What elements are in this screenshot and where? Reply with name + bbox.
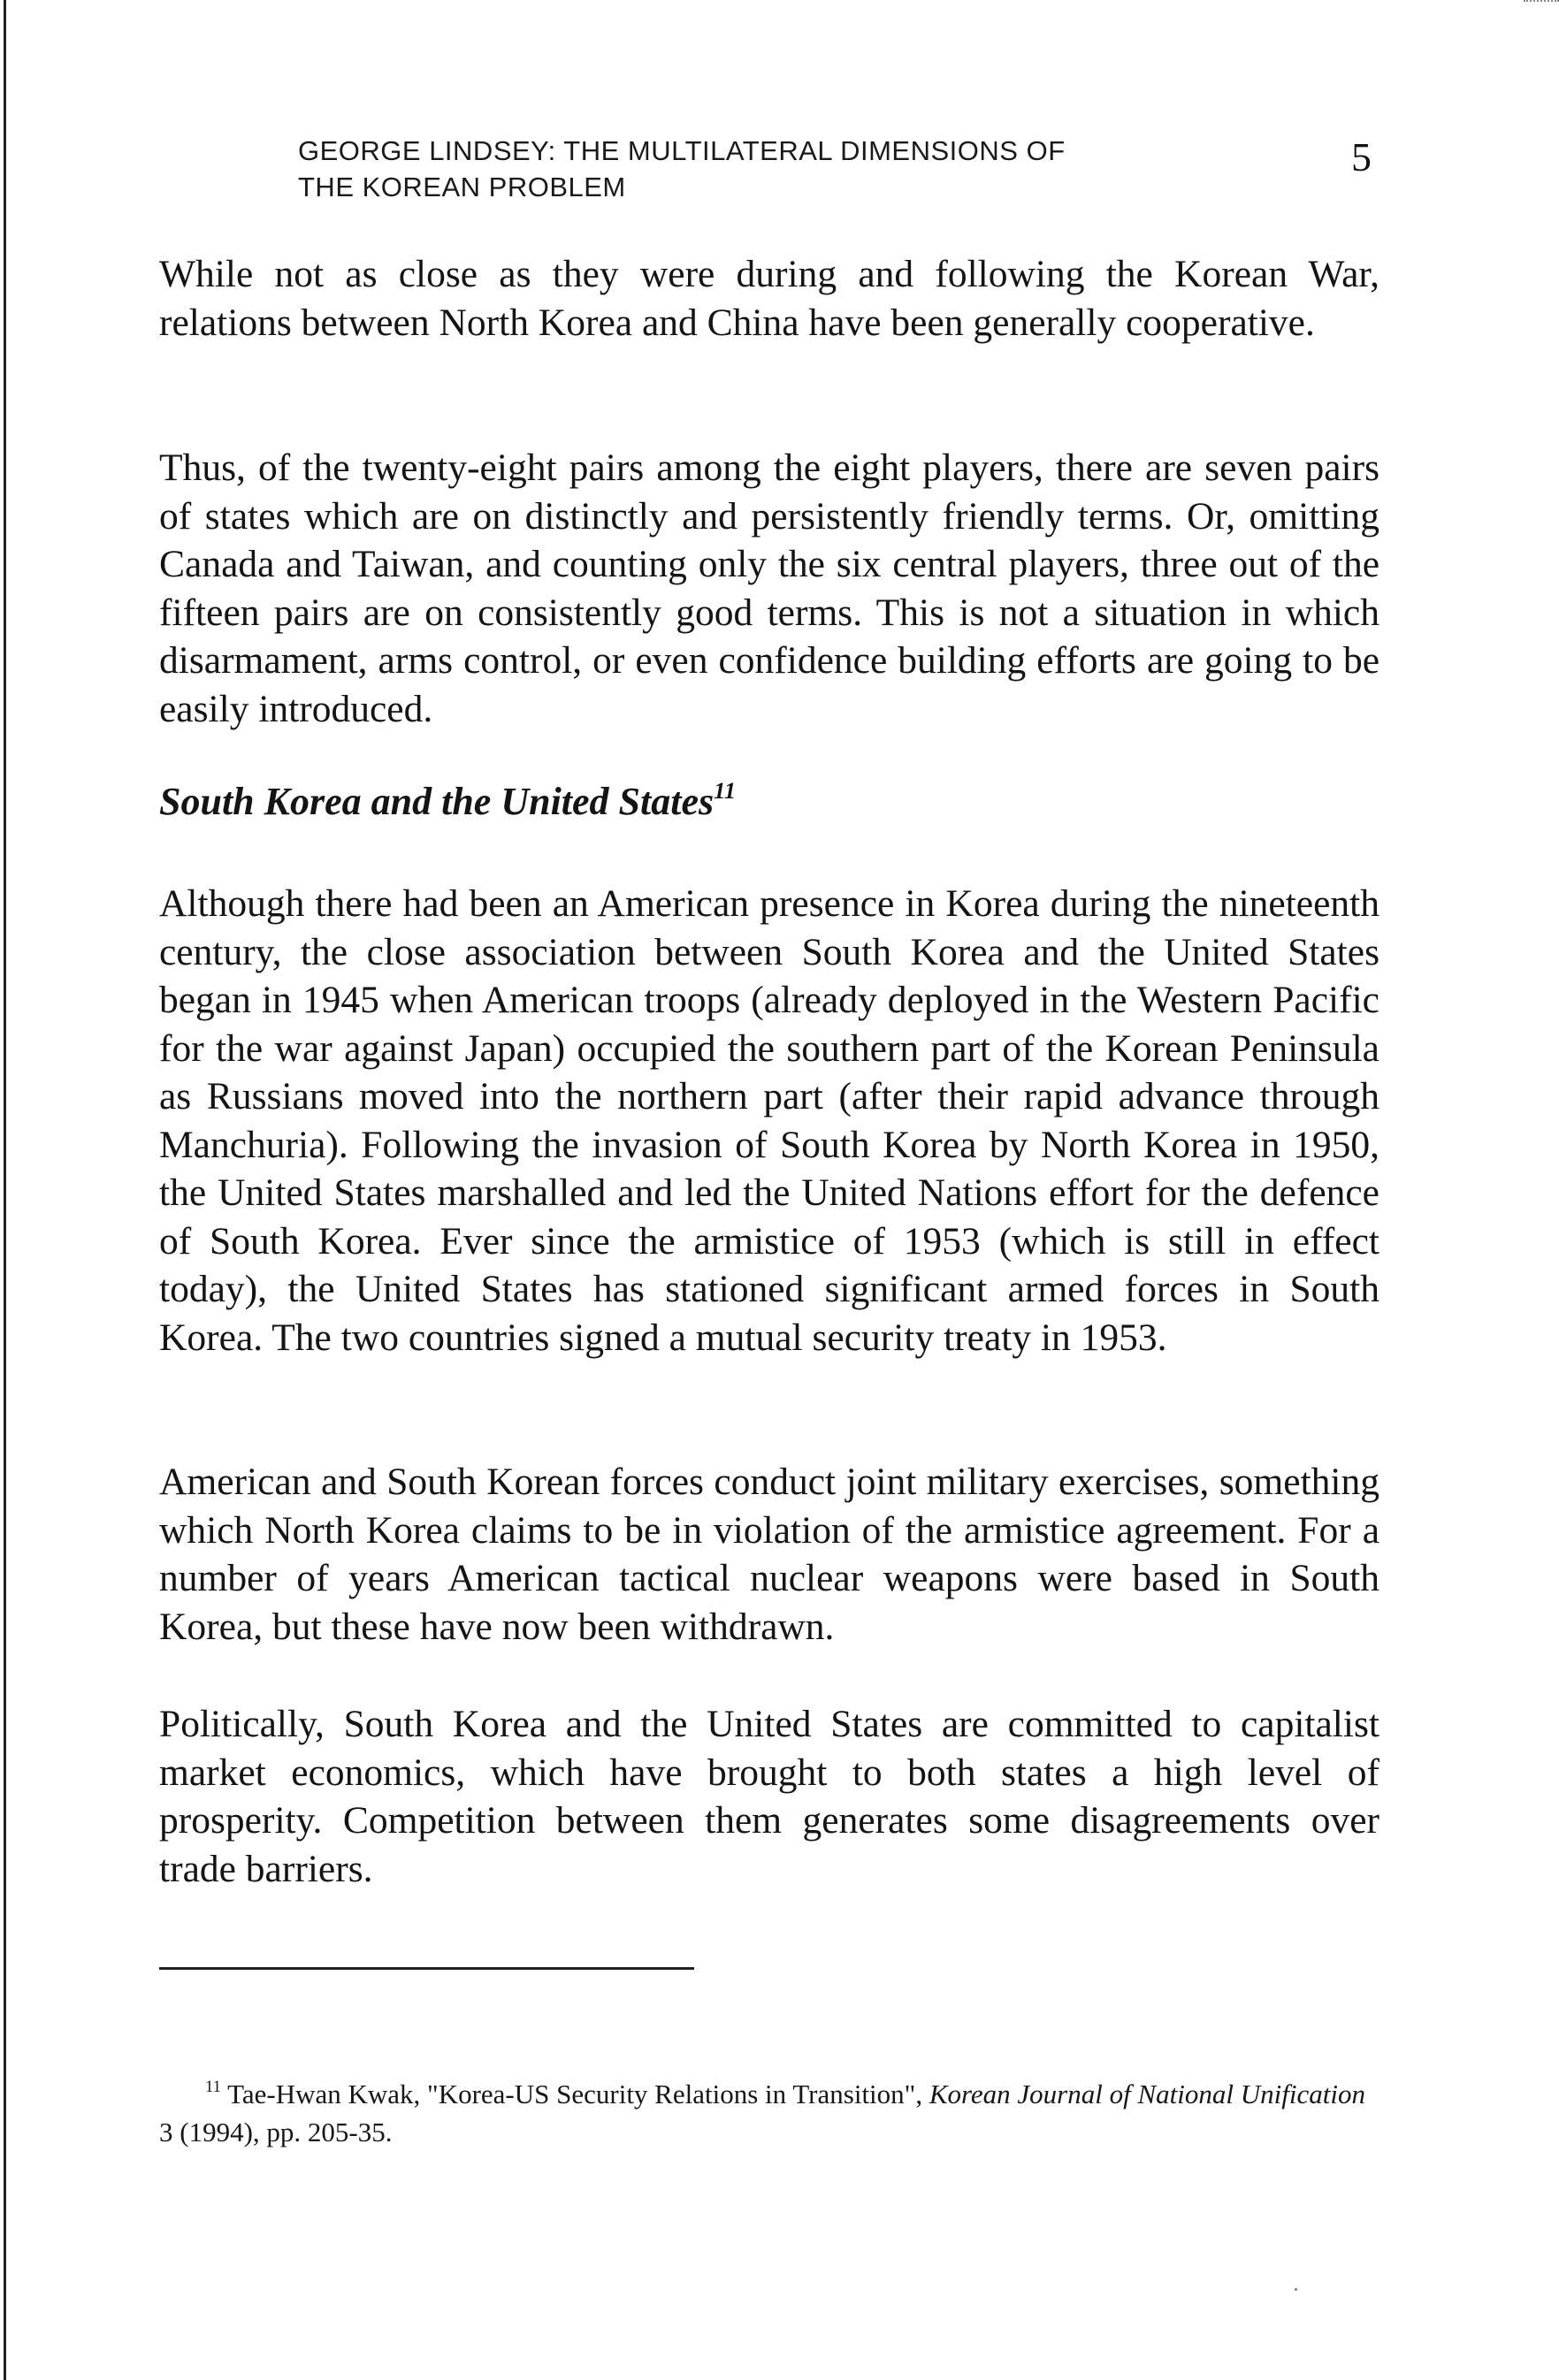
footnote-reference-11[interactable]: 11: [714, 776, 737, 804]
section-heading-text: South Korea and the United States: [159, 780, 715, 823]
paragraph-friendly-pairs: Thus, of the twenty-eight pairs among the eight players, there are seven pairs of states which are on distinctly and persistently friendly terms. Or, omitting Canada and Taiwan, and counting only the six central players, three out of the fifteen pairs are on consistently good terms. This is not a situation in which disarmament, arms control, or even confidence building efforts are going to be easily introduced.: [159, 446, 1379, 730]
scan-speck: [1295, 2288, 1297, 2291]
running-header-line-1: GEORGE LINDSEY: THE MULTILATERAL DIMENSIONS OF: [298, 135, 1066, 166]
page-edge-rule: [4, 0, 6, 2380]
page-number: 5: [1351, 134, 1372, 179]
running-header-title: [298, 133, 1182, 205]
footnote-marker: 11: [205, 2077, 221, 2096]
paragraph-joint-exercises: American and South Korean forces conduct joint military exercises, something which North Korea claims to be in violation of the armistice agreement. For a number of years American tactical nuclear weapons were based in South Korea, but these have now been withdrawn.: [159, 1461, 1379, 1648]
footnote-citation-details: 3 (1994), pp. 205-35.: [159, 2117, 393, 2147]
scan-corner-mark: [1524, 0, 1559, 4]
footnote-separator: [159, 1967, 694, 1970]
footnote-11: [159, 2075, 1379, 2151]
running-header-line-2: THE KOREAN PROBLEM: [298, 172, 626, 202]
paragraph-korea-china-relations: While not as close as they were during and following the Korean War, relations between North Korea and China have been generally cooperative.: [159, 253, 1379, 344]
footnote-citation-text: Tae-Hwan Kwak, "Korea-US Security Relations in Transition",: [227, 2079, 929, 2109]
section-heading-south-korea-us: [159, 778, 736, 826]
footnote-journal-title: Korean Journal of National Unification: [929, 2079, 1365, 2109]
paragraph-american-presence: Although there had been an American presence in Korea during the nineteenth century, the close association between South Korea and the United States began in 1945 when American troops (already deployed in the Western Pacific for the war against Japan) occupied the southern part of the Korean Peninsula as Russians moved into the northern part (after their rapid advance through Manchuria). Following the invasion of South Korea by North Korea in 1950, the United States marshalled and led the United Nations effort for the defence of South Korea. Ever since the armistice of 1953 (which is still in effect today), the United States has stationed significant armed forces in South Korea. The two countries signed a mutual security treaty in 1953.: [159, 882, 1379, 1359]
paragraph-market-economics: Politically, South Korea and the United States are committed to capitalist market economics, which have brought to both states a high level of prosperity. Competition between them generates some disagreements over trade barriers.: [159, 1703, 1379, 1890]
